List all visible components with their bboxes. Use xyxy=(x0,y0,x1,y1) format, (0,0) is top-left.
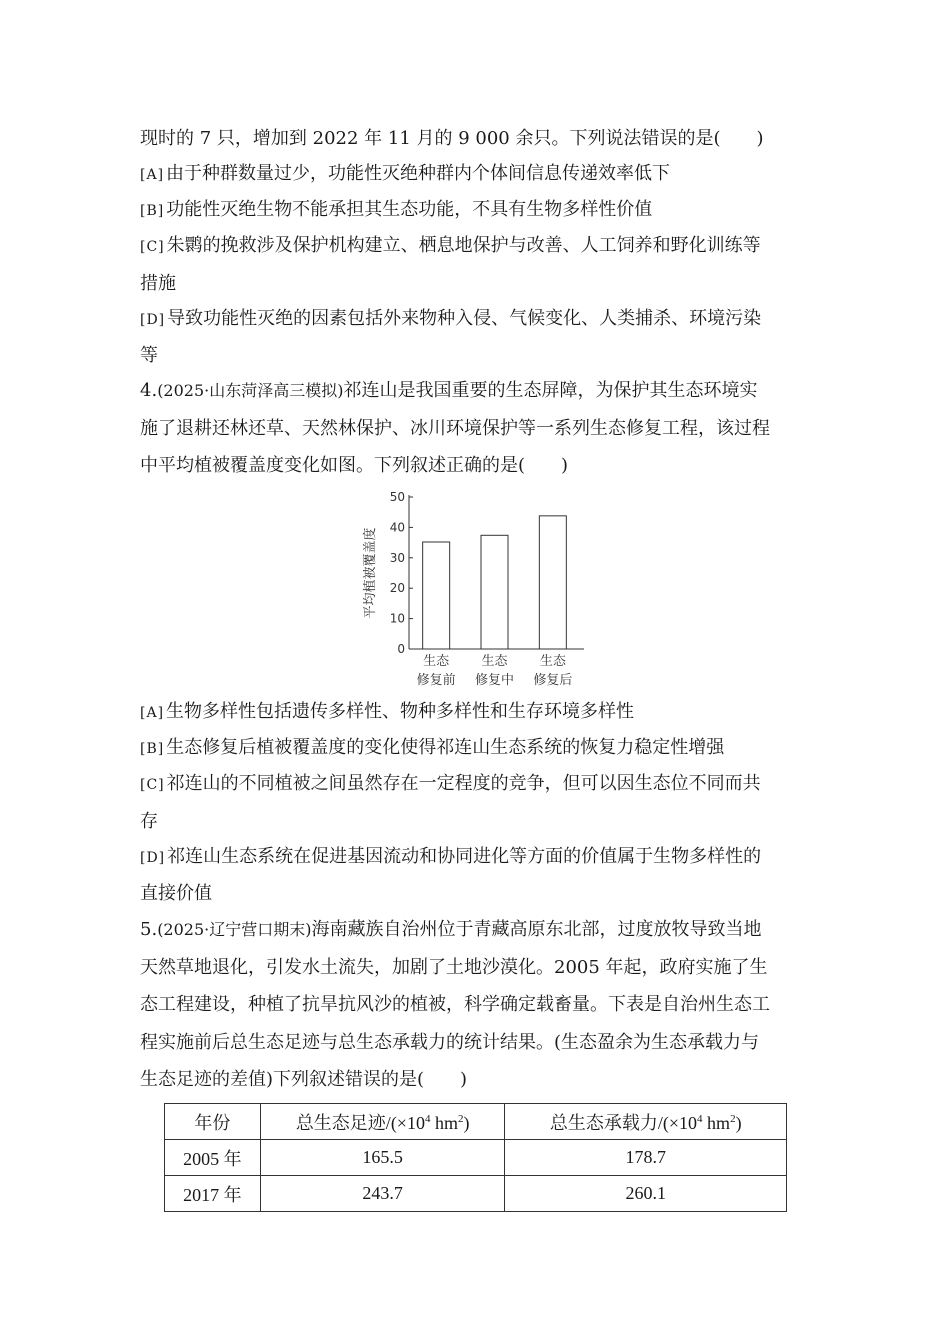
q3-stem-tail: 现时的 7 只，增加到 2022 年 11 月的 9 000 余只。下列说法错误的是( ) xyxy=(140,128,764,149)
table-row xyxy=(165,1140,787,1176)
option-label: [C] xyxy=(140,239,165,255)
q4-option-d-cont: 直接价值 xyxy=(140,883,212,904)
option-label: [B] xyxy=(140,203,165,219)
q5-stem-line5: 生态足迹的差值)下列叙述错误的是( ) xyxy=(140,1069,468,1090)
q3-option-c-cont: 措施 xyxy=(140,273,176,294)
option-text: 生态修复后植被覆盖度的变化使得祁连山生态系统的恢复力稳定性增强 xyxy=(166,737,725,758)
option-label: [A] xyxy=(140,705,165,721)
x-tick-label: 修复前 xyxy=(416,673,456,688)
header-footprint: 总生态足迹$/(\times 10^4$ $hm^2$) xyxy=(260,1104,505,1140)
cell-year: 2005 年 xyxy=(165,1140,261,1176)
option-text: 生物多样性包括遗传多样性、物种多样性和生存环境多样性 xyxy=(166,701,635,722)
cell-capacity: 178.7 xyxy=(505,1140,787,1176)
q4-option-c-cont: 存 xyxy=(140,811,158,832)
ecological-footprint-table xyxy=(164,1103,787,1212)
q3-option-b[interactable] xyxy=(140,198,820,223)
y-tick-label: 0 xyxy=(397,642,405,656)
q4-option-d[interactable] xyxy=(140,845,820,870)
question-number: 4. xyxy=(140,380,158,401)
stem-text: 祁连山是我国重要的生态屏障，为保护其生态环境实 xyxy=(343,380,758,401)
q3-option-c[interactable] xyxy=(140,234,820,259)
q5-stem-line2: 天然草地退化，引发水土流失，加剧了土地沙漠化。2005 年起，政府实施了生 xyxy=(140,957,768,978)
option-text: 功能性灭绝生物不能承担其生态功能，不具有生物多样性价值 xyxy=(166,199,653,220)
option-text: 朱鹮的挽救涉及保护机构建立、栖息地保护与改善、人工饲养和野化训练等 xyxy=(166,235,761,256)
q5-stem-line3: 态工程建设，种植了抗旱抗风沙的植被，科学确定载畜量。下表是自治州生态工 xyxy=(140,994,770,1015)
option-label: [D] xyxy=(140,850,166,866)
header-year: 年份 xyxy=(165,1104,261,1140)
q3-option-a[interactable] xyxy=(140,162,820,187)
q4-option-a[interactable] xyxy=(140,700,820,725)
option-label: [A] xyxy=(140,167,165,183)
q4-option-b[interactable] xyxy=(140,736,820,761)
q3-option-d-cont: 等 xyxy=(140,345,158,366)
y-tick-label: 50 xyxy=(389,490,405,504)
question-source: (2025·辽宁营口期末) xyxy=(157,920,312,939)
question-source: (2025·山东菏泽高三模拟) xyxy=(157,381,344,400)
cell-footprint: 165.5 xyxy=(260,1140,505,1176)
option-label: [D] xyxy=(140,312,166,328)
y-tick-label: 10 xyxy=(389,611,405,626)
option-label: [B] xyxy=(140,741,165,757)
table-header-row xyxy=(165,1104,787,1140)
question-number: 5. xyxy=(140,919,158,940)
q4-stem-line3: 中平均植被覆盖度变化如图。下列叙述正确的是( ) xyxy=(140,455,569,476)
option-text: 祁连山生态系统在促进基因流动和协同进化等方面的价值属于生物多样性的 xyxy=(167,846,762,867)
vegetation-coverage-chart xyxy=(352,485,602,695)
y-axis-label: 平均植被覆盖度 xyxy=(363,527,378,619)
cell-footprint: 243.7 xyxy=(260,1176,505,1212)
x-tick-label: 生态 xyxy=(481,654,508,669)
q4-stem-line2: 施了退耕还林还草、天然林保护、冰川环境保护等一系列生态修复工程，该过程 xyxy=(140,418,770,439)
bar xyxy=(423,542,450,649)
q3-option-d[interactable] xyxy=(140,307,820,332)
x-tick-label: 修复中 xyxy=(474,673,515,688)
q4-stem-line1 xyxy=(140,379,820,403)
x-tick-label: 生态 xyxy=(539,654,566,669)
q5-stem-line4: 程实施前后总生态足迹与总生态承载力的统计结果。(生态盈余为生态承载力与 xyxy=(140,1032,760,1053)
chart-layer xyxy=(362,490,584,688)
x-tick-label: 生态 xyxy=(423,654,450,669)
y-tick-label: 40 xyxy=(389,520,405,535)
bar xyxy=(481,535,508,649)
option-text: 由于种群数量过少，功能性灭绝种群内个体间信息传递效率低下 xyxy=(166,163,671,184)
x-tick-label: 修复后 xyxy=(533,673,573,688)
bar xyxy=(539,516,566,649)
q5-stem-line1 xyxy=(140,918,820,942)
y-tick-label: 20 xyxy=(389,581,405,596)
option-text: 导致功能性灭绝的因素包括外来物种入侵、气候变化、人类捕杀、环境污染 xyxy=(167,308,762,329)
option-text: 祁连山的不同植被之间虽然存在一定程度的竞争，但可以因生态位不同而共 xyxy=(166,773,761,794)
table-row xyxy=(165,1176,787,1212)
cell-year: 2017 年 xyxy=(165,1176,261,1212)
cell-capacity: 260.1 xyxy=(505,1176,787,1212)
option-label: [C] xyxy=(140,777,165,793)
header-capacity: 总生态承载力$/(\times 10^4$ $hm^2$) xyxy=(505,1104,787,1140)
y-tick-label: 30 xyxy=(389,550,405,565)
stem-text: 海南藏族自治州位于青藏高原东北部，过度放牧导致当地 xyxy=(311,919,762,940)
q4-option-c[interactable] xyxy=(140,772,820,797)
